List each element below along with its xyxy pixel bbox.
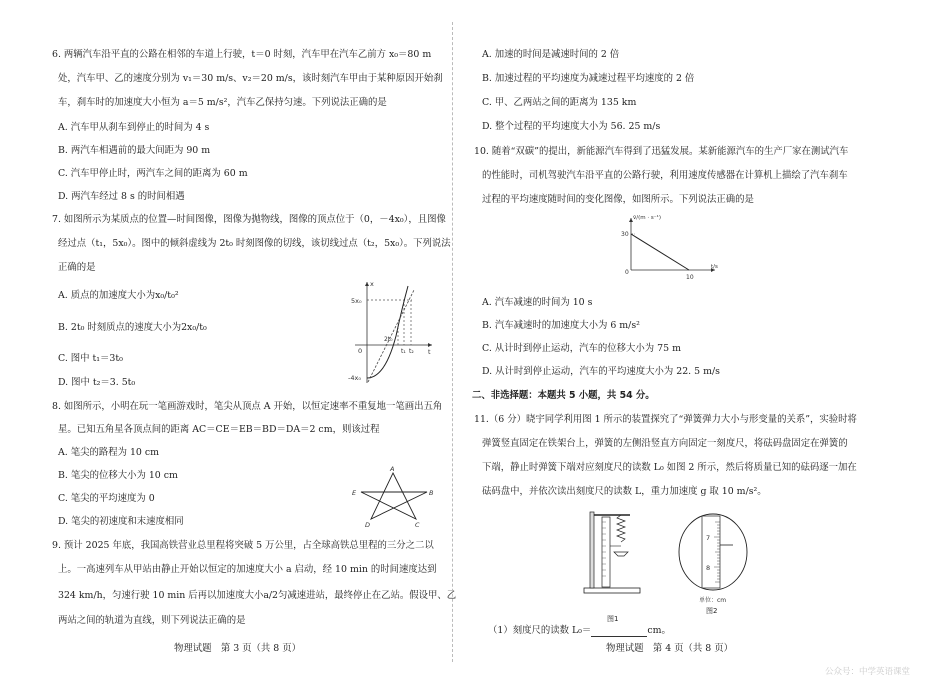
q6-option-d: D. 两汽车经过 8 s 的时间相遇 (58, 191, 185, 202)
q11-figure-1-caption: 图1 (607, 615, 619, 623)
q8-vertex-e: E (352, 489, 357, 497)
weight-tray (614, 552, 628, 556)
q7-option-c: C. 图中 t₁＝3t₀ (58, 353, 123, 364)
q9-line-2: 上。一高速列车从甲站由静止开始以恒定的加速度大小 a 启动，经 10 min 的时间速度达到 (58, 564, 437, 575)
q8-vertex-d: D (365, 521, 371, 529)
q10-x-tick-10: 10 (686, 274, 694, 281)
q10-line-1: 10. 随着“双碳”的提出，新能源汽车得到了迅猛发展。某新能源汽车的生产厂家在测试汽车 (474, 146, 849, 157)
q9-option-c: C. 甲、乙两站之间的距离为 135 km (482, 97, 637, 108)
q10-y-axis-label: v̄/(m · s⁻¹) (633, 215, 661, 221)
q11-figure-2-caption: 图2 (706, 607, 718, 615)
q7-option-a: A. 质点的加速度大小为x₀/t₀² (58, 290, 179, 301)
q7-t1-label: t₁ (401, 348, 406, 355)
q8-star-path (361, 473, 427, 519)
left-page-footer: 物理试题 第 3 页（共 8 页） (174, 643, 301, 654)
q8-pentagram (345, 465, 435, 529)
q9-option-a: A. 加速的时间是减速时间的 2 倍 (482, 49, 620, 60)
q7-t2-label: t₂ (409, 348, 414, 355)
zoom-tick-8: 8 (706, 564, 711, 572)
q10-line-2: 的性能时，司机驾驶汽车沿平直的公路行驶，利用速度传感器在计算机上描绘了汽车刹车 (482, 170, 848, 181)
q10-option-b: B. 汽车减速时的加速度大小为 6 m/s² (482, 320, 640, 331)
zoom-tick-7: 7 (706, 534, 711, 542)
q8-vertex-a: A (390, 465, 395, 473)
q10-option-d: D. 从计时到停止运动，汽车的平均速度大小为 22. 5 m/s (482, 366, 720, 377)
q6-line-1: 6. 两辆汽车沿平直的公路在相邻的车道上行驶，t＝0 时刻，汽车甲在汽车乙前方 x₀＝80 m (52, 49, 432, 60)
q9-line-3: 324 km/h，匀速行驶 10 min 后再以加速度大小a/2匀减速进站，最终停止在乙站。假设甲、乙 (58, 590, 457, 601)
stand-base (584, 588, 640, 593)
q11-sub-1-answer-blank[interactable] (591, 627, 647, 637)
q7-2t0-label: 2t₀ (384, 336, 393, 343)
q7-option-b: B. 2t₀ 时刻质点的速度大小为2x₀/t₀ (58, 322, 207, 333)
q8-option-c: C. 笔尖的平均速度为 0 (58, 493, 155, 504)
q6-option-b: B. 两汽车相遇前的最大间距为 90 m (58, 145, 211, 156)
q7-line-1: 7. 如图所示为某质点的位置—时间图像，图像为抛物线，图像的顶点位于（0，－4x₀），且图像 (52, 214, 446, 225)
q7-y-bottom-label: -4x₀ (348, 374, 361, 382)
q11-figure-1-apparatus (578, 506, 648, 611)
q11-line-4: 砝码盘中，并依次读出刻度尺的读数 L，重力加速度 g 取 10 m/s²。 (482, 486, 767, 497)
q11-line-2: 弹簧竖直固定在铁架台上，弹簧的左侧沿竖直方向固定一刻度尺，将砝码盘固定在弹簧的 (482, 438, 848, 449)
q10-y-tick-30: 30 (621, 231, 629, 238)
q11-sub-1-suffix: cm。 (647, 625, 671, 636)
q11-line-3: 下端，静止时弹簧下端对应刻度尺的读数 L₀ 如图 2 所示，然后将质量已知的砝码逐一加在 (482, 462, 857, 473)
q7-x-axis-label: x (370, 280, 374, 288)
q8-line-1: 8. 如图所示，小明在玩一笔画游戏时，笔尖从顶点 A 开始，以恒定速率不重复地一笔画出五角 (52, 401, 443, 412)
q8-line-2: 星。已知五角星各顶点间的距离 AC＝CE＝EB＝BD＝DA＝2 cm，则该过程 (58, 424, 380, 435)
q9-line-4: 两站之间的轨道为直线，则下列说法正确的是 (58, 615, 246, 626)
q8-vertex-b: B (429, 489, 434, 497)
q8-option-b: B. 笔尖的位移大小为 10 cm (58, 470, 178, 481)
q7-t-axis-label: t (428, 348, 431, 356)
q10-line-segment (631, 234, 689, 270)
q7-option-d: D. 图中 t₂＝3. 5t₀ (58, 377, 136, 388)
q8-vertex-c: C (415, 521, 420, 529)
q9-option-b: B. 加速过程的平均速度为减速过程平均速度的 2 倍 (482, 73, 695, 84)
q11-sub-1 (488, 625, 671, 637)
zoom-unit-label: 单位：cm (699, 597, 727, 604)
q8-option-d: D. 笔尖的初速度和末速度相同 (58, 516, 184, 527)
q7-position-time-graph (340, 278, 440, 388)
watermark: 公众号：中学英语课堂 (824, 667, 910, 677)
q7-line-2: 经过点（t₁，5x₀）。图中的倾斜虚线为 2t₀ 时刻图像的切线，该切线过点（t₂，5x₀）。下列说法 (58, 238, 451, 249)
q10-origin: 0 (625, 269, 629, 276)
q6-option-c: C. 汽车甲停止时，两汽车之间的距离为 60 m (58, 168, 248, 179)
q9-line-1: 9. 预计 2025 年底，我国高铁营业总里程将突破 5 万公里，占全球高铁总里程的三分之二以 (52, 540, 434, 551)
q9-option-d: D. 整个过程的平均速度大小为 56. 25 m/s (482, 121, 661, 132)
q11-sub-1-prefix: （1）刻度尺的读数 L₀＝ (488, 625, 592, 636)
q7-line-3: 正确的是 (58, 262, 96, 273)
q10-x-axis-label: t/s (711, 264, 718, 270)
stand-pole (590, 512, 594, 588)
q6-line-3: 车，刹车时的加速度大小恒为 a＝5 m/s²，汽车乙保持匀速。下列说法正确的是 (58, 97, 387, 108)
right-page-footer: 物理试题 第 4 页（共 8 页） (606, 643, 733, 654)
column-divider (452, 22, 453, 662)
q6-option-a: A. 汽车甲从刹车到停止的时间为 4 s (58, 122, 210, 133)
section-2-heading: 二、非选择题：本题共 5 小题，共 54 分。 (472, 390, 655, 401)
spring (617, 515, 625, 542)
q10-average-velocity-graph (615, 208, 725, 288)
q6-line-2: 处，汽车甲、乙的速度分别为 v₁＝30 m/s、v₂＝20 m/s，该时刻汽车甲由于某种原因开始刹 (58, 73, 443, 84)
q11-figure-2-ruler-reading (675, 512, 755, 604)
q10-line-3: 过程的平均速度随时间的变化图像，如图所示。下列说法正确的是 (482, 194, 754, 205)
q11-line-1: 11.（6 分）晓宇同学利用图 1 所示的装置探究了“弹簧弹力大小与形变量的关系”，实验时将 (474, 414, 857, 425)
q7-origin-label: 0 (358, 347, 363, 355)
q7-y-top-label: 5x₀ (351, 297, 362, 305)
q10-option-c: C. 从计时到停止运动，汽车的位移大小为 75 m (482, 343, 681, 354)
q10-option-a: A. 汽车减速的时间为 10 s (482, 297, 593, 308)
q8-option-a: A. 笔尖的路程为 10 cm (58, 447, 160, 458)
